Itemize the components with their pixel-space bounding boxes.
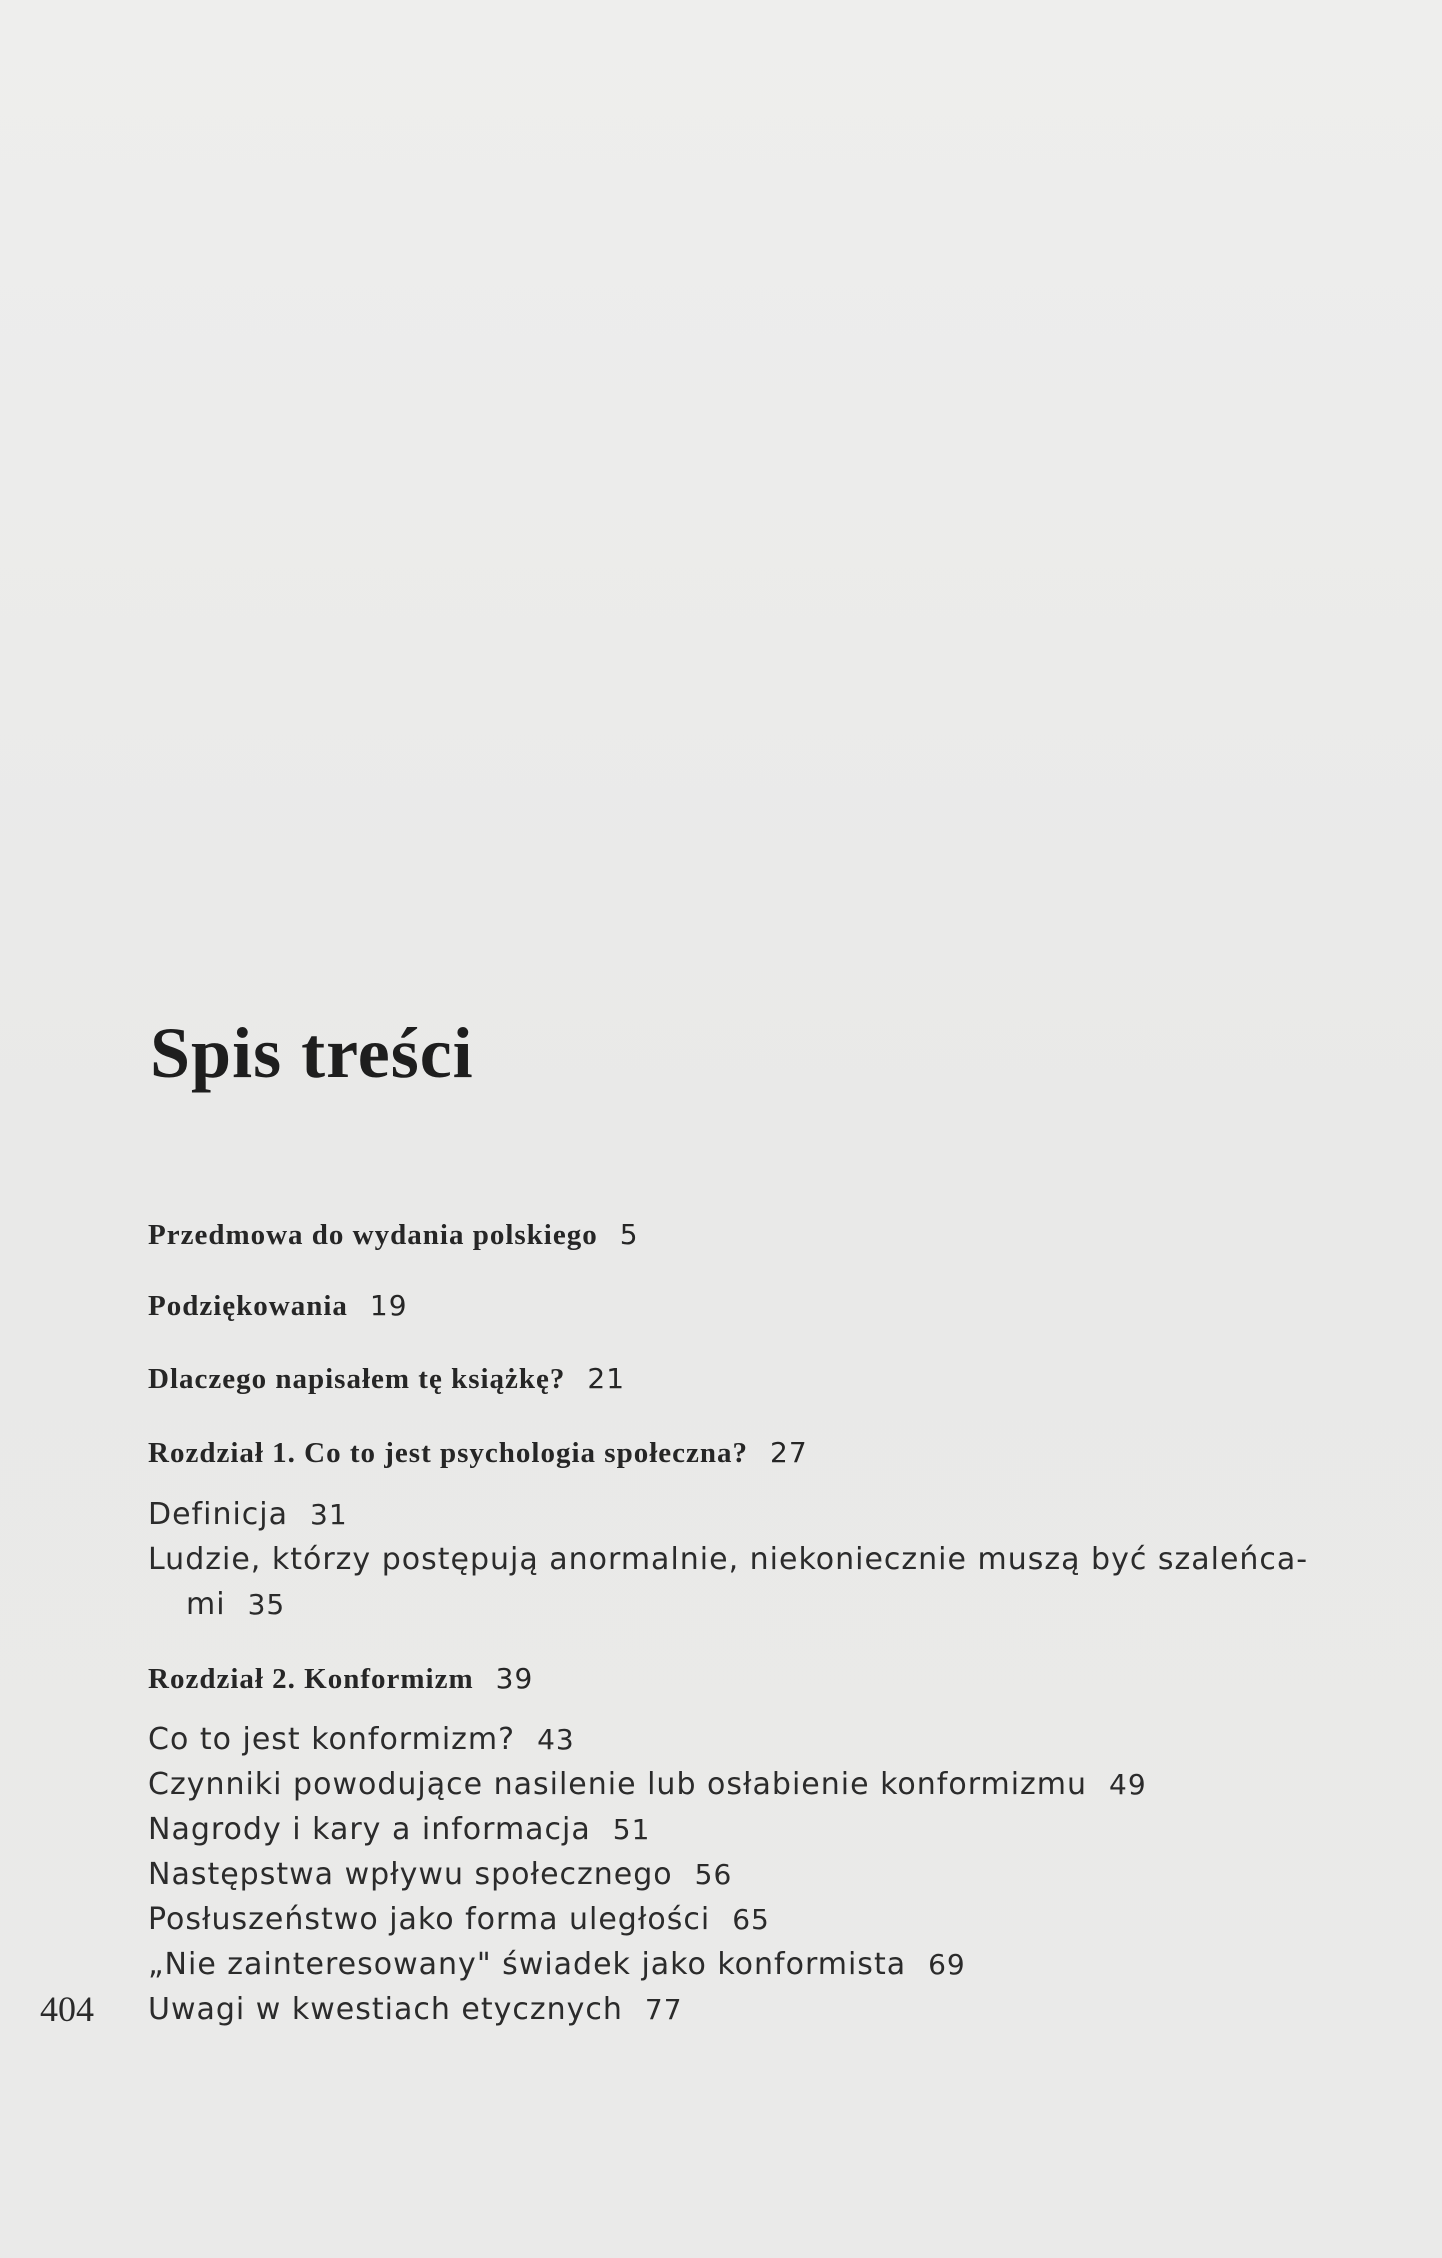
toc-entry-label: Definicja bbox=[148, 1497, 289, 1532]
toc-entry-page: 21 bbox=[587, 1362, 626, 1395]
toc-entry-label: Nagrody i kary a informacja bbox=[148, 1812, 591, 1847]
toc-entry-label: Dlaczego napisałem tę książkę? bbox=[148, 1363, 566, 1395]
toc-entry-label: Posłuszeństwo jako forma uległości bbox=[148, 1902, 711, 1937]
toc-entry-page: 43 bbox=[537, 1723, 575, 1756]
toc-entry-page: 77 bbox=[644, 1993, 683, 2026]
toc-entry-label: Czynniki powodujące nasilenie lub osłabienie konformizmu bbox=[148, 1767, 1088, 1802]
page-title: Spis treści bbox=[150, 1013, 474, 1093]
toc-entry-label: Przedmowa do wydania polskiego bbox=[148, 1219, 598, 1251]
toc-entry bbox=[148, 1947, 966, 1982]
toc-entry-continuation bbox=[186, 1587, 285, 1622]
toc-entry bbox=[148, 1902, 770, 1937]
toc-entry-label: Następstwa wpływu społecznego bbox=[148, 1857, 673, 1892]
toc-entry-page: 39 bbox=[495, 1662, 534, 1695]
toc-entry-label: Uwagi w kwestiach etycznych bbox=[148, 1992, 623, 2027]
toc-entry-page: 31 bbox=[310, 1498, 348, 1531]
toc-entry-page: 56 bbox=[694, 1858, 733, 1891]
toc-entry bbox=[148, 1857, 732, 1892]
toc-entry-page: 69 bbox=[928, 1948, 966, 1981]
toc-entry-page: 51 bbox=[612, 1813, 651, 1846]
toc-entry bbox=[148, 1542, 1308, 1577]
toc-entry-page: 49 bbox=[1109, 1768, 1147, 1801]
toc-entry bbox=[148, 1362, 625, 1396]
toc-entry-label: Co to jest konformizm? bbox=[148, 1722, 516, 1757]
toc-entry bbox=[148, 1722, 575, 1757]
toc-entry-label: „Nie zainteresowany" świadek jako konformista bbox=[148, 1947, 907, 1982]
page-number: 404 bbox=[40, 1989, 94, 2029]
toc-entry bbox=[148, 1218, 639, 1252]
toc-chapter-heading bbox=[148, 1662, 533, 1696]
toc-entry bbox=[148, 1289, 408, 1323]
toc-entry-page: 5 bbox=[619, 1218, 639, 1251]
toc-entry bbox=[148, 1992, 683, 2027]
toc-chapter-heading bbox=[148, 1436, 808, 1470]
toc-entry-page: 19 bbox=[369, 1289, 408, 1322]
toc-entry-label-continued: mi bbox=[186, 1587, 226, 1622]
toc-entry bbox=[148, 1497, 348, 1532]
toc-entry bbox=[148, 1767, 1147, 1802]
toc-entry-page: 65 bbox=[732, 1903, 770, 1936]
toc-entry-label: Ludzie, którzy postępują anormalnie, niekoniecznie muszą być szaleńca- bbox=[148, 1542, 1309, 1577]
toc-entry-label: Rozdział 1. Co to jest psychologia społeczna? bbox=[148, 1437, 748, 1469]
toc-entry-label: Rozdział 2. Konformizm bbox=[148, 1663, 474, 1695]
toc-entry-page: 35 bbox=[247, 1588, 286, 1621]
toc-entry bbox=[148, 1812, 650, 1847]
toc-entry-label: Podziękowania bbox=[148, 1290, 348, 1322]
toc-entry-page: 27 bbox=[770, 1436, 808, 1469]
